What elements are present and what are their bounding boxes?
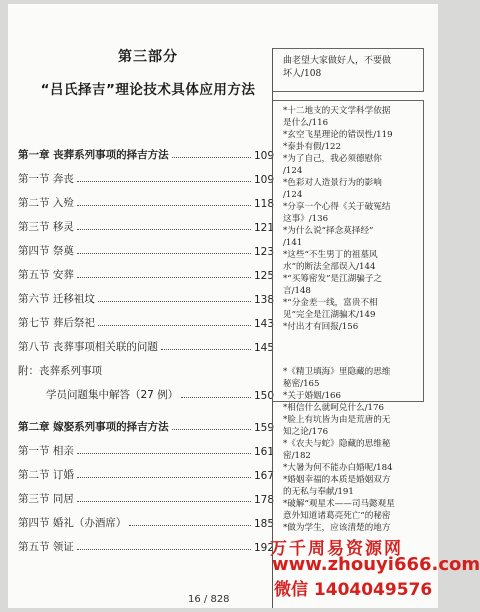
- toc-entry-label: 第二节 入殓: [18, 197, 74, 209]
- toc-entry-label: 第六节 迁移祖坟: [18, 293, 95, 305]
- toc-entry[interactable]: [18, 386, 274, 402]
- toc-leader-dots: [98, 300, 251, 302]
- toc-entry-label: 第四节 祭奠: [18, 245, 74, 257]
- toc-entry[interactable]: [18, 338, 274, 354]
- side-note-line: 意外知道诸葛亮死亡”的秘密: [283, 511, 391, 521]
- toc-leader-dots: [77, 204, 251, 206]
- watermark-wechat: 微信 1404049576: [274, 580, 433, 600]
- side-note-line: 这事》/136: [283, 214, 329, 224]
- toc-entry[interactable]: [18, 266, 274, 282]
- toc-leader-dots: [77, 228, 251, 230]
- toc-leader-dots: [77, 276, 251, 278]
- toc-leader-dots: [181, 396, 251, 398]
- toc-page-number: 125: [253, 270, 274, 282]
- side-note-line: *十二地支的天文学科学依据: [283, 106, 391, 116]
- part-title: 第三部分: [118, 49, 178, 65]
- toc-leader-dots: [172, 428, 251, 430]
- toc-leader-dots: [77, 500, 251, 502]
- side-notes-column: [272, 48, 429, 608]
- side-note-line: *为了自己，我必须德慰你: [283, 154, 382, 164]
- toc-leader-dots: [77, 180, 251, 182]
- toc-entry-label: 第四节 婚礼（办酒席）: [18, 517, 127, 529]
- toc-page-number: 118: [253, 198, 274, 210]
- toc-leader-dots: [129, 524, 251, 526]
- toc-leader-dots: [161, 348, 251, 350]
- side-note-line: *“分金差一线，富贵不相: [283, 298, 378, 308]
- toc-entry[interactable]: [18, 514, 274, 530]
- side-note-line: /124: [283, 166, 303, 176]
- side-note-line: /124: [283, 190, 303, 200]
- toc-entry[interactable]: [18, 194, 274, 210]
- side-note-line: *这些“不生男丁的祖墓风: [283, 250, 378, 260]
- side-note-line: *关于婚姻/166: [283, 391, 341, 401]
- notes-middle-box: [273, 100, 424, 402]
- toc-entry-label: 第五节 领证: [18, 541, 74, 553]
- toc-page-number: 143: [253, 318, 274, 330]
- toc-page-number: 159: [253, 422, 274, 434]
- toc-entry[interactable]: [18, 362, 274, 378]
- toc-page-number: 178: [253, 494, 274, 506]
- side-note-line: 密/182: [283, 451, 311, 461]
- toc-entry[interactable]: [18, 242, 274, 258]
- toc-entry[interactable]: [18, 490, 274, 506]
- notes-top-box: [273, 48, 424, 92]
- toc-leader-dots: [77, 452, 251, 454]
- toc-entry-label: 学员问题集中解答（27 例）: [46, 389, 179, 401]
- side-note-line: 言/148: [283, 286, 311, 296]
- toc-page-number: 109: [253, 150, 274, 162]
- document-page: [8, 4, 438, 608]
- toc-entry-label: 第一章 丧葬系列事项的择吉方法: [18, 149, 169, 161]
- side-note-line: /141: [283, 238, 303, 248]
- side-note-line: *《农夫与蛇》隐藏的思维秘: [283, 439, 391, 449]
- side-note-line: *为什么说“择念莫择经”: [283, 226, 374, 236]
- side-note-line: 的无私与奉献/191: [283, 487, 354, 497]
- side-note-line: *相信什么就呵兑什么/176: [283, 403, 384, 413]
- toc-page-number: 109: [253, 174, 274, 186]
- toc-entry[interactable]: [18, 314, 274, 330]
- side-note-line: *大暑为何不能办白婚呢/184: [283, 463, 393, 473]
- side-note-line: *婚姻幸福的本质是婚姻双方: [283, 475, 391, 485]
- side-note-line: *做为学生，应该清楚的地方: [283, 523, 391, 533]
- left-column: [18, 34, 278, 554]
- toc-leader-dots: [77, 476, 251, 478]
- side-note-line: *“买筹密发”是江湖骗子之: [283, 274, 383, 284]
- side-note-line: *玄空飞星理论的错误性/119: [283, 130, 393, 140]
- toc-page-number: 150: [253, 390, 274, 402]
- toc-leader-dots: [172, 156, 251, 158]
- toc-page-number: 185: [253, 518, 274, 530]
- toc-page-number: 161: [253, 446, 274, 458]
- toc-entry-label: 第三节 同居: [18, 493, 74, 505]
- toc-entry[interactable]: [18, 290, 274, 306]
- toc-page-number: 138: [253, 294, 274, 306]
- side-note-line: *分享一个心得《关于破冤结: [283, 202, 391, 212]
- toc-entry-label: 附：丧葬系列事项: [18, 365, 102, 377]
- side-note-line: 见”完全是江湖骗术/149: [283, 310, 376, 320]
- toc-entry[interactable]: [18, 146, 274, 162]
- toc-entry-label: 第一节 奔丧: [18, 173, 74, 185]
- toc-leader-dots: [77, 252, 251, 254]
- side-note-line: 水”的断法全部误入/144: [283, 262, 376, 272]
- watermark-title: 万千周易资源网: [270, 539, 403, 559]
- toc-page-number: 192: [253, 542, 274, 554]
- toc-leader-dots: [98, 324, 251, 326]
- side-note-line: *色彩对人造景行为的影响: [283, 178, 382, 188]
- page-number: 16 / 828: [188, 594, 230, 605]
- side-note-line: 知之论/176: [283, 427, 329, 437]
- toc-entry-label: 第五节 安葬: [18, 269, 74, 281]
- side-note-line: *《精卫填海》里隐藏的思维: [283, 367, 391, 377]
- toc-page-number: 123: [253, 246, 274, 258]
- toc-entry-label: 第七节 葬后祭祀: [18, 317, 95, 329]
- toc-entry-label: 第八节 丧葬事项相关联的问题: [18, 341, 158, 353]
- side-note-line: 是什么/116: [283, 118, 329, 128]
- side-note-line: *泰卦有假/122: [283, 142, 341, 152]
- toc-entry-label: 第二节 订婚: [18, 469, 74, 481]
- toc-entry[interactable]: [18, 218, 274, 234]
- side-note-line: *破解“观星术——司马懿观星: [283, 499, 395, 509]
- toc-entry-label: 第二章 嫁娶系列事项的择吉方法: [18, 421, 169, 433]
- toc-entry[interactable]: [18, 538, 274, 554]
- side-note-line: *付出才有回报/156: [283, 322, 359, 332]
- toc-entry-label: 第一节 相亲: [18, 445, 74, 457]
- toc-page-number: 121: [253, 222, 274, 234]
- toc-entry[interactable]: [18, 418, 274, 434]
- watermark-url: www.zhouyi666.com: [272, 554, 480, 575]
- toc-page-number: 167: [253, 470, 274, 482]
- toc-entry[interactable]: [18, 466, 274, 482]
- part-subtitle: “吕氏择吉”理论技术具体应用方法: [40, 82, 256, 98]
- toc-leader-dots: [77, 548, 251, 550]
- side-note-line: *脸上有坑皆为由是荒唐的无: [283, 415, 391, 425]
- side-note-line: 坏人/108: [283, 69, 322, 79]
- toc-entry[interactable]: [18, 170, 274, 186]
- side-note-line: 秘密/165: [283, 379, 320, 389]
- toc-entry[interactable]: [18, 442, 274, 458]
- side-note-line: 曲老望大家做好人，不要做: [283, 56, 392, 66]
- toc-page-number: 145: [253, 342, 274, 354]
- toc-entry-label: 第三节 移灵: [18, 221, 74, 233]
